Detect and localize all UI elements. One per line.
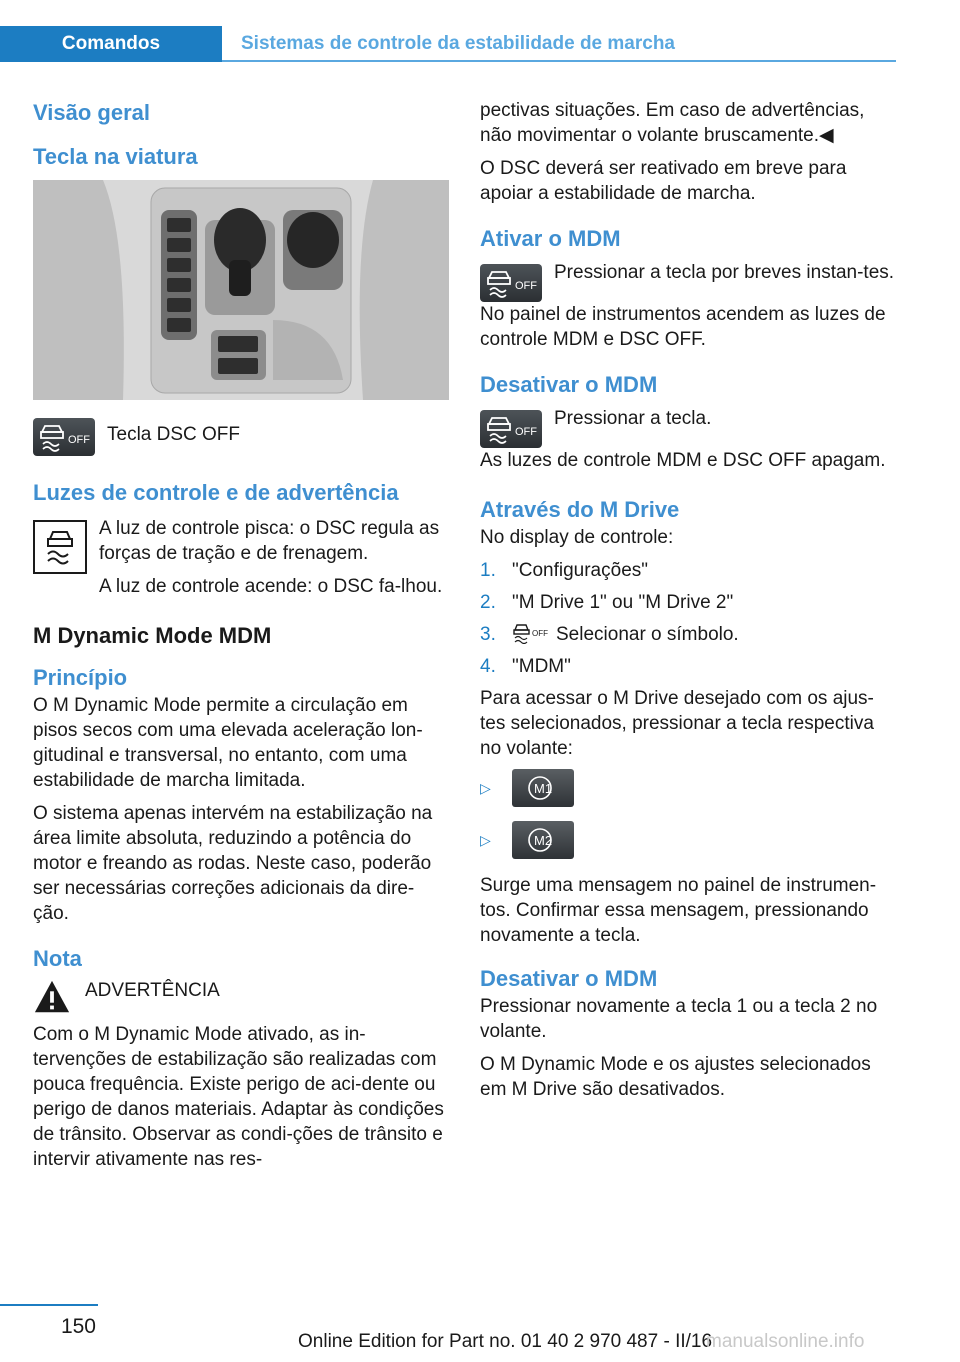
svg-text:OFF: OFF — [532, 629, 548, 638]
m-drive-steps — [480, 558, 896, 679]
deactivate-step-text: Pressionar a tecla. — [554, 408, 712, 429]
activate-step-text: Pressionar a tecla por breves instan-tes. — [554, 262, 895, 283]
heading-mdm: M Dynamic Mode MDM — [33, 623, 272, 648]
deactivate-row — [480, 406, 896, 448]
warning-triangle-icon — [33, 978, 71, 1016]
warning-label: ADVERTÊNCIA — [85, 980, 220, 1001]
m1-button-icon — [512, 769, 574, 807]
section-title[interactable]: Sistemas de controle da estabilidade de marcha — [241, 33, 675, 54]
dsc-warning-lamp-icon — [33, 520, 87, 574]
access-paragraph: Para acessar o M Drive desejado com os ajus-tes selecionados, pressionar a tecla respectiva no volante: — [480, 688, 874, 759]
continued-paragraph: pectivas situações. Em caso de advertências, não movimentar o volante bruscamente.◀ — [480, 100, 865, 146]
dsc-off-key-caption: Tecla DSC OFF — [107, 424, 241, 445]
dsc-lamp-row — [33, 516, 449, 574]
deactivate2-paragraph-1: Pressionar novamente a tecla 1 ou a tecla 2 no volante. — [480, 996, 878, 1042]
bullet-triangle-icon: ▷ — [480, 831, 491, 848]
list-item: 2. "M Drive 1" ou "M Drive 2" — [480, 592, 734, 613]
list-item: 1. "Configurações" — [480, 560, 649, 581]
warning-text: Com o M Dynamic Mode ativado, as in-tervenções de estabilização são realizadas com pouca frequência. Existe perigo de aci-dente ou perigo de danos materiais. Adaptar às condições de trânsito. Observar as condi-ções de trânsito e intervir ativamente nas res- — [33, 1024, 444, 1170]
m2-button-icon — [512, 821, 574, 859]
principle-paragraph-2: O sistema apenas intervém na estabilização na área limite absoluta, reduzindo a potência do motor e freando as rodas. Neste caso, poderão ser necessárias correções adicionais da dire-ção. — [33, 803, 433, 924]
deactivate-result-text: As luzes de controle MDM e DSC OFF apagam. — [480, 450, 886, 471]
heading-principle: Princípio — [33, 665, 128, 690]
list-item: 4. "MDM" — [480, 656, 571, 677]
deactivate2-paragraph-2: O M Dynamic Mode e os ajustes selecionados em M Drive são desativados. — [480, 1054, 871, 1100]
mdm-key-icon-2 — [480, 410, 542, 448]
svg-text:M2: M2 — [534, 833, 553, 848]
heading-deactivate-mdm: Desativar o MDM — [480, 372, 658, 397]
heading-m-drive: Através do M Drive — [480, 497, 680, 522]
right-column — [480, 98, 896, 1110]
footer-rule — [0, 1304, 98, 1306]
svg-text:OFF: OFF — [68, 434, 90, 446]
header-rule — [222, 60, 896, 62]
message-paragraph: Surge uma mensagem no painel de instrumen-tos. Confirmar essa mensagem, pressionando novamente a tecla. — [480, 875, 877, 946]
m1-button-row — [480, 769, 896, 807]
dsc-off-symbol-icon — [512, 622, 548, 644]
heading-note: Nota — [33, 946, 82, 971]
mdm-key-icon — [480, 264, 542, 302]
svg-text:M1: M1 — [534, 781, 553, 796]
heading-overview: Visão geral — [33, 100, 150, 125]
center-console-photo — [33, 180, 449, 400]
m2-button-row — [480, 821, 896, 859]
bullet-triangle-icon: ▷ — [480, 779, 491, 796]
svg-text:OFF: OFF — [515, 426, 537, 438]
activate-result-text: No painel de instrumentos acendem as luzes de controle MDM e DSC OFF. — [480, 304, 886, 350]
heading-warning-lights: Luzes de controle e de advertência — [33, 480, 399, 505]
chapter-tab[interactable]: Comandos — [61, 33, 161, 54]
page-number: 150 — [60, 1315, 96, 1338]
m-drive-intro: No display de controle: — [480, 527, 674, 548]
heading-activate-mdm: Ativar o MDM — [480, 226, 621, 251]
warning-row — [33, 978, 449, 1016]
activate-row — [480, 260, 896, 302]
site-watermark: manualsonline.info — [706, 1331, 865, 1352]
lamp-flashing-text: A luz de controle pisca: o DSC regula as forças de tração e de frenagem. — [99, 518, 440, 564]
heading-key-in-vehicle: Tecla na viatura — [33, 144, 198, 169]
edition-text: Online Edition for Part no. 01 40 2 970 487 - II/16 — [298, 1331, 713, 1352]
list-item: 3. OFF Selecionar o símbolo. — [480, 624, 739, 645]
svg-text:OFF: OFF — [515, 280, 537, 292]
dsc-off-key-icon — [33, 418, 95, 456]
principle-paragraph-1: O M Dynamic Mode permite a circulação em pisos secos com uma elevada aceleração lon-gitudinal e transversal, no entanto, com uma estabilidade de marcha limitada. — [33, 695, 423, 791]
left-column — [33, 98, 449, 1180]
heading-deactivate-mdm-2: Desativar o MDM — [480, 966, 658, 991]
dsc-reactivate-paragraph: O DSC deverá ser reativado em breve para apoiar a estabilidade de marcha. — [480, 158, 847, 204]
dsc-off-key-row — [33, 418, 449, 456]
lamp-lit-text: A luz de controle acende: o DSC fa-lhou. — [99, 576, 443, 597]
